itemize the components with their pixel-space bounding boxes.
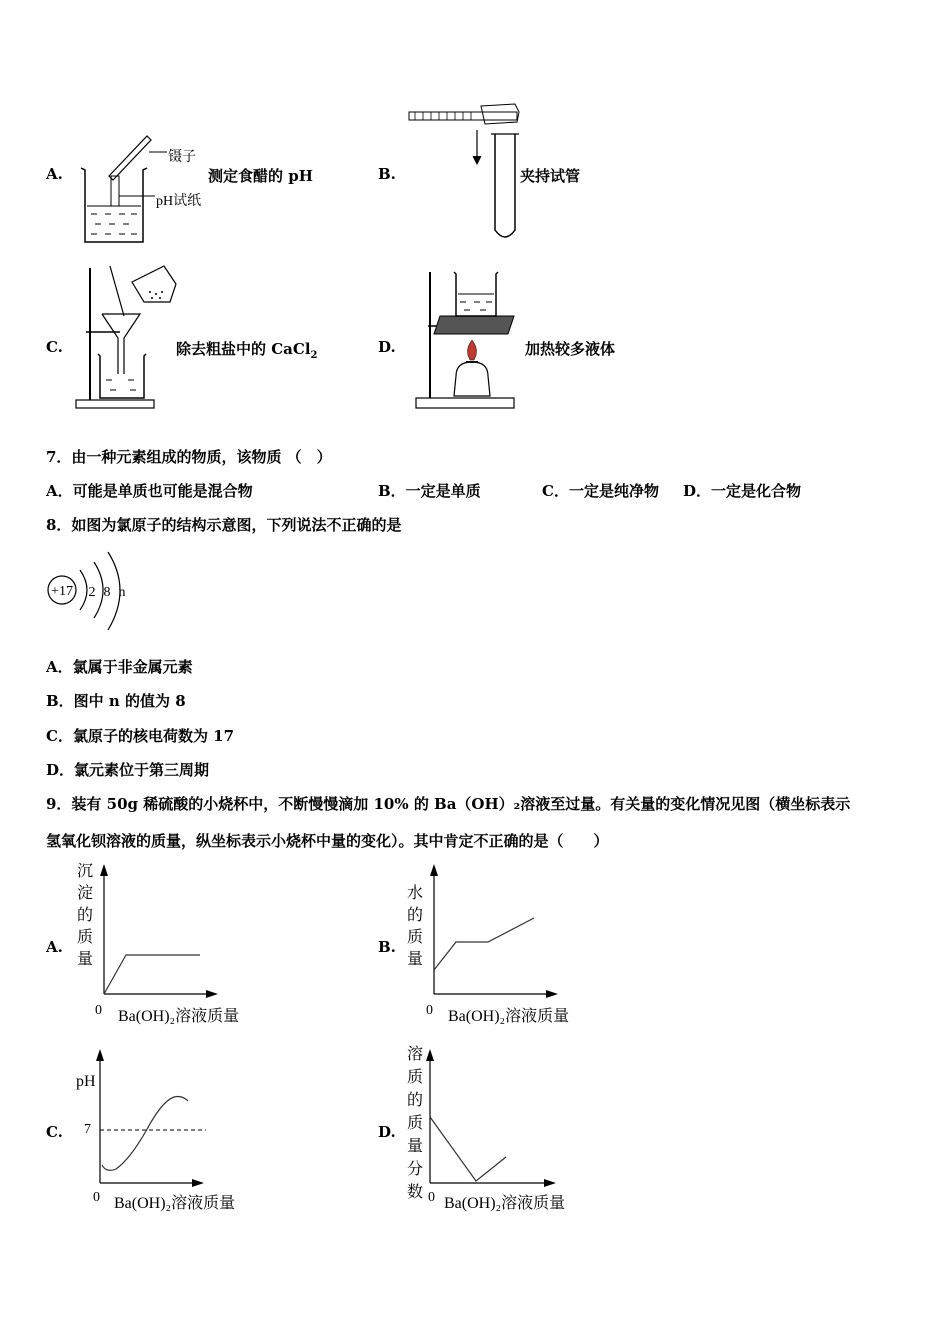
q6-option-c-caption-text: 除去粗盐中的 CaCl xyxy=(176,340,311,358)
q6-option-a-caption: 测定食醋的 pH xyxy=(208,167,313,185)
q9-graph-c-letter: C. xyxy=(46,1123,63,1141)
heating-figure xyxy=(410,264,525,414)
graph-b xyxy=(422,860,572,1000)
q6-option-b-letter: B. xyxy=(378,165,396,183)
q7-option-c: C．一定是纯净物 xyxy=(542,482,659,500)
chlorine-atom-diagram xyxy=(44,548,144,638)
graph-d-curve xyxy=(430,1117,506,1181)
q8-option-c: C．氯原子的核电荷数为 17 xyxy=(46,727,235,745)
q8-option-a: A．氯属于非金属元素 xyxy=(46,658,193,676)
q7-option-a: A．可能是单质也可能是混合物 xyxy=(46,482,253,500)
q6-option-d-letter: D. xyxy=(378,338,396,356)
q8-option-b: B．图中 n 的值为 8 xyxy=(46,692,186,710)
test-tube-holder-figure xyxy=(405,100,530,245)
graph-a xyxy=(92,860,222,1000)
q6-option-a-letter: A. xyxy=(46,165,63,183)
graph-a-xlabel: Ba(OH)₂溶液质量 xyxy=(118,1008,240,1025)
graph-c-curve xyxy=(102,1097,188,1171)
ph-paper-label: pH试纸 xyxy=(156,194,202,209)
q6-option-d-caption: 加热较多液体 xyxy=(525,340,616,358)
graph-a-origin: 0 xyxy=(95,1003,102,1018)
q9-graph-a-letter: A. xyxy=(46,938,63,956)
q7-stem: 7．由一种元素组成的物质，该物质 （ ） xyxy=(46,448,332,466)
graph-d xyxy=(420,1045,570,1190)
q7-option-d: D．一定是化合物 xyxy=(683,482,802,500)
q9-stem-line1: 9．装有 50g 稀硫酸的小烧杯中，不断慢慢滴加 10% 的 Ba（OH）₂溶液至过量。有关量的变化情况见图（横坐标表示 xyxy=(46,795,851,813)
subscript-2: 2 xyxy=(310,350,318,361)
graph-c-origin: 0 xyxy=(93,1190,100,1205)
graph-d-xlabel: Ba(OH)₂溶液质量 xyxy=(444,1195,566,1212)
graph-a-ylabel: 沉淀的质量 xyxy=(76,861,93,968)
q6-option-c-letter: C. xyxy=(46,338,63,356)
graph-c-xlabel: Ba(OH)₂溶液质量 xyxy=(114,1195,236,1212)
q6-option-b-caption: 夹持试管 xyxy=(520,167,581,185)
graph-a-curve xyxy=(104,955,200,994)
nucleus-charge: +17 xyxy=(51,584,73,599)
q8-stem: 8．如图为氯原子的结构示意图，下列说法不正确的是 xyxy=(46,516,402,534)
graph-b-xlabel: Ba(OH)₂溶液质量 xyxy=(448,1008,570,1025)
q7-option-b: B．一定是单质 xyxy=(378,482,481,500)
q9-stem-line2: 氢氧化钡溶液的质量，纵坐标表示小烧杯中量的变化）。其中肯定不正确的是（ ） xyxy=(46,832,609,850)
graph-b-origin: 0 xyxy=(426,1003,433,1018)
tweezers-label: 镊子 xyxy=(168,150,196,165)
q9-graph-d-letter: D. xyxy=(378,1123,396,1141)
q8-option-d: D．氯元素位于第三周期 xyxy=(46,761,210,779)
shell-2-electrons: 8 xyxy=(103,585,111,600)
filtration-figure xyxy=(72,262,184,414)
q9-graph-b-letter: B. xyxy=(378,938,396,956)
graph-c-ref-7: 7 xyxy=(84,1122,91,1137)
graph-c-ylabel: pH xyxy=(76,1073,96,1090)
shell-1-electrons: 2 xyxy=(88,585,96,600)
graph-d-ylabel: 溶质的质量分数 xyxy=(406,1044,423,1201)
q6-option-c-caption xyxy=(176,338,318,361)
graph-d-origin: 0 xyxy=(428,1190,435,1205)
graph-b-curve xyxy=(434,918,534,970)
graph-c xyxy=(90,1045,220,1190)
graph-b-ylabel: 水的质量 xyxy=(406,883,423,968)
shell-3-electrons: n xyxy=(118,585,126,600)
